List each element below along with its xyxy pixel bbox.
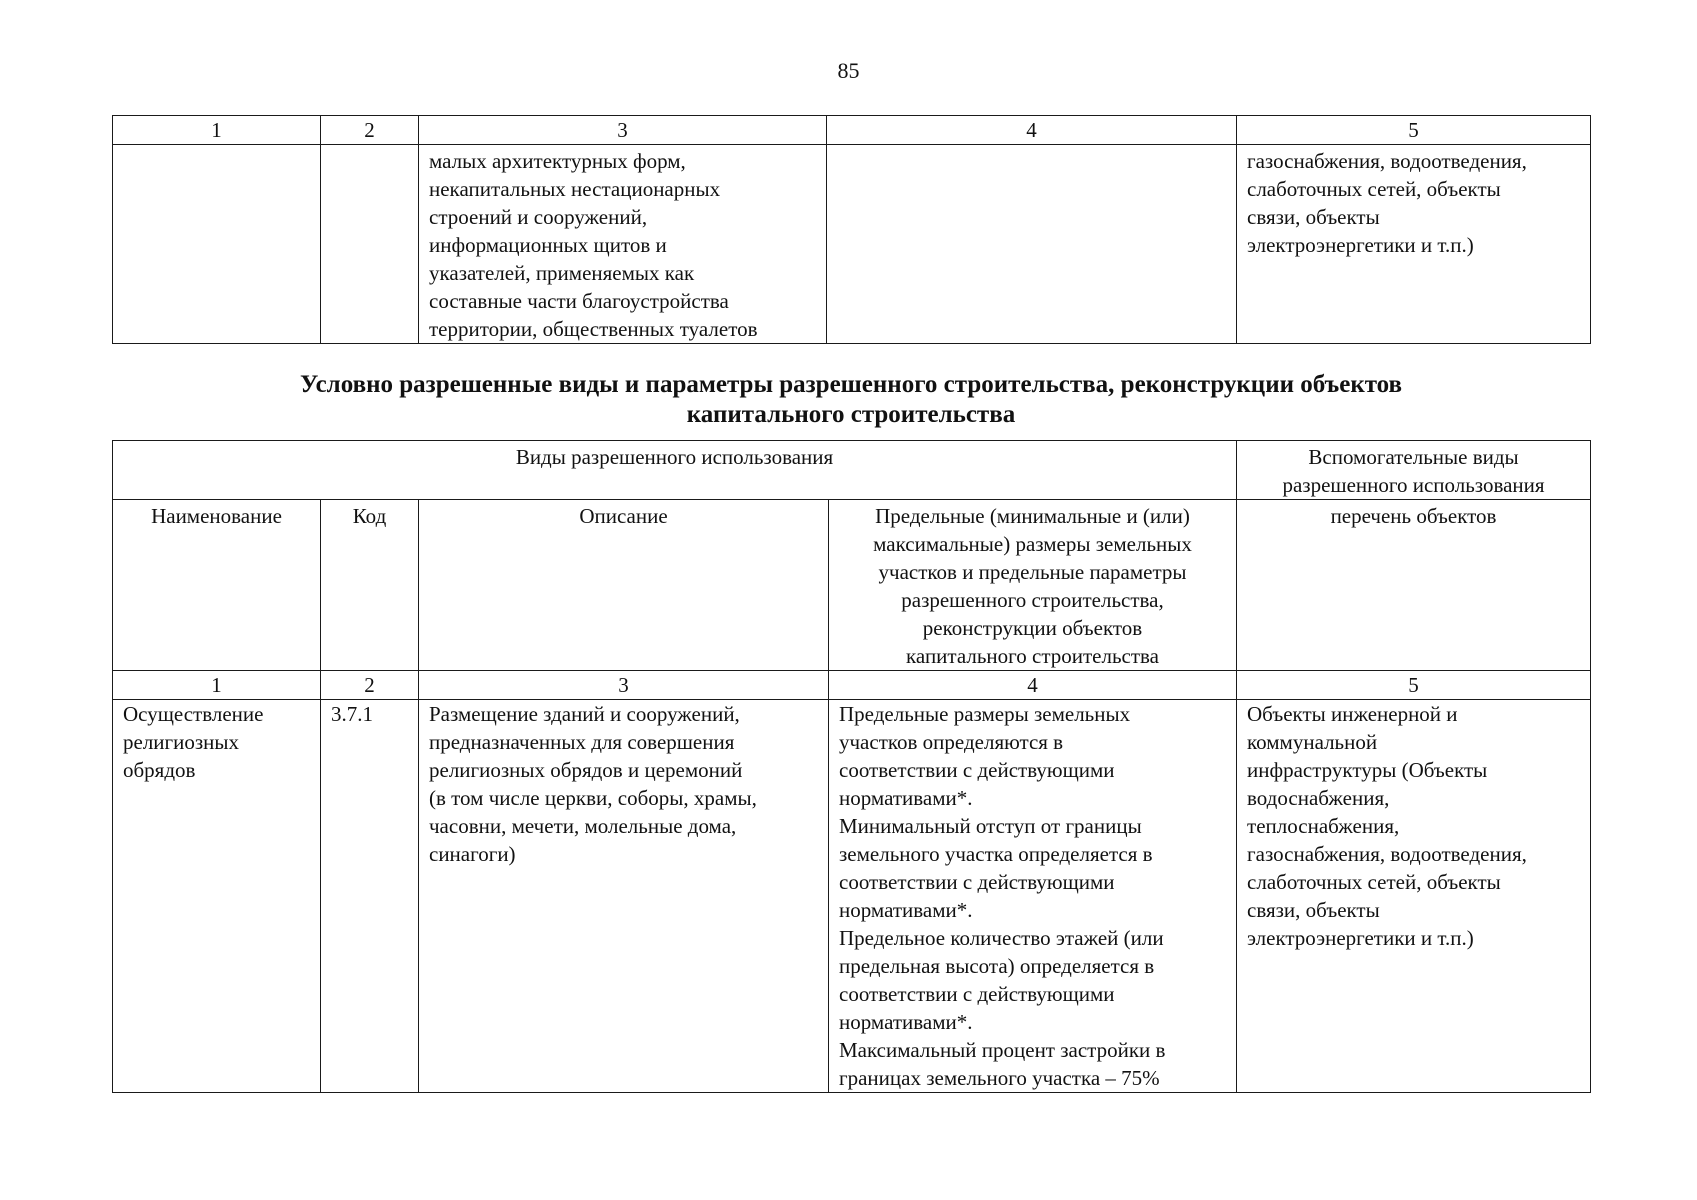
cell-code: [321, 145, 419, 344]
header-code: Код: [321, 500, 419, 671]
column-number: 1: [113, 116, 321, 145]
cell-code: 3.7.1: [321, 700, 419, 1093]
header-limits: Предельные (минимальные и (или) максимальные) размеры земельных участков и предельные параметры разрешенного строительства, реконструкции объектов капитального строительства: [829, 500, 1237, 671]
column-number: 2: [321, 116, 419, 145]
section-heading-line: капитального строительства: [686, 401, 1016, 428]
continuation-table: [112, 115, 1591, 344]
cell-description: Размещение зданий и сооружений, предназначенных для совершения религиозных обрядов и церемоний (в том числе церкви, соборы, храмы, часовни, мечети, молельные дома, синагоги): [419, 700, 829, 1093]
cell-name: Осуществление религиозных обрядов: [113, 700, 321, 1093]
header-objects: перечень объектов: [1237, 500, 1591, 671]
table-row: [113, 700, 1591, 1093]
cell-name: [113, 145, 321, 344]
cell-objects: Объекты инженерной и коммунальной инфраструктуры (Объекты водоснабжения, теплоснабжения, газоснабжения, водоотведения, слаботочных сетей, объекты связи, объекты электроэнергетики и т.п.): [1237, 700, 1591, 1093]
column-number: 5: [1237, 116, 1591, 145]
column-number-row: [113, 671, 1591, 700]
group-header-aux: Вспомогательные виды разрешенного использования: [1237, 441, 1591, 500]
column-number: 4: [829, 671, 1237, 700]
column-number: 5: [1237, 671, 1591, 700]
column-number: 3: [419, 671, 829, 700]
cell-limits: [827, 145, 1237, 344]
table-row: [113, 145, 1591, 344]
column-number: 1: [113, 671, 321, 700]
column-number-row: [113, 116, 1591, 145]
group-header-row: [113, 441, 1591, 500]
column-number: 3: [419, 116, 827, 145]
cell-limits: Предельные размеры земельных участков определяются в соответствии с действующими нормативами*. Минимальный отступ от границы земельного участка определяется в соответствии с действующими нормативами*. Предельное количество этажей (или предельная высота) определяется в соответствии с действующими нормативами*. Максимальный процент застройки в границах земельного участка – 75%: [829, 700, 1237, 1093]
column-header-row: [113, 500, 1591, 671]
cell-objects: газоснабжения, водоотведения, слаботочных сетей, объекты связи, объекты электроэнергетики и т.п.): [1237, 145, 1591, 344]
header-description: Описание: [419, 500, 829, 671]
section-heading: [112, 370, 1590, 430]
header-name: Наименование: [113, 500, 321, 671]
column-number: 4: [827, 116, 1237, 145]
column-number: 2: [321, 671, 419, 700]
page-number: 85: [837, 58, 860, 83]
group-header-main: Виды разрешенного использования: [113, 441, 1237, 500]
cell-description: малых архитектурных форм, некапитальных нестационарных строений и сооружений, информационных щитов и указателей, применяемых как составные части благоустройства территории, общественных туалетов: [419, 145, 827, 344]
conditional-use-table: [112, 440, 1591, 1093]
section-heading-line: Условно разрешенные виды и параметры разрешенного строительства, реконструкции объектов: [299, 371, 1403, 398]
